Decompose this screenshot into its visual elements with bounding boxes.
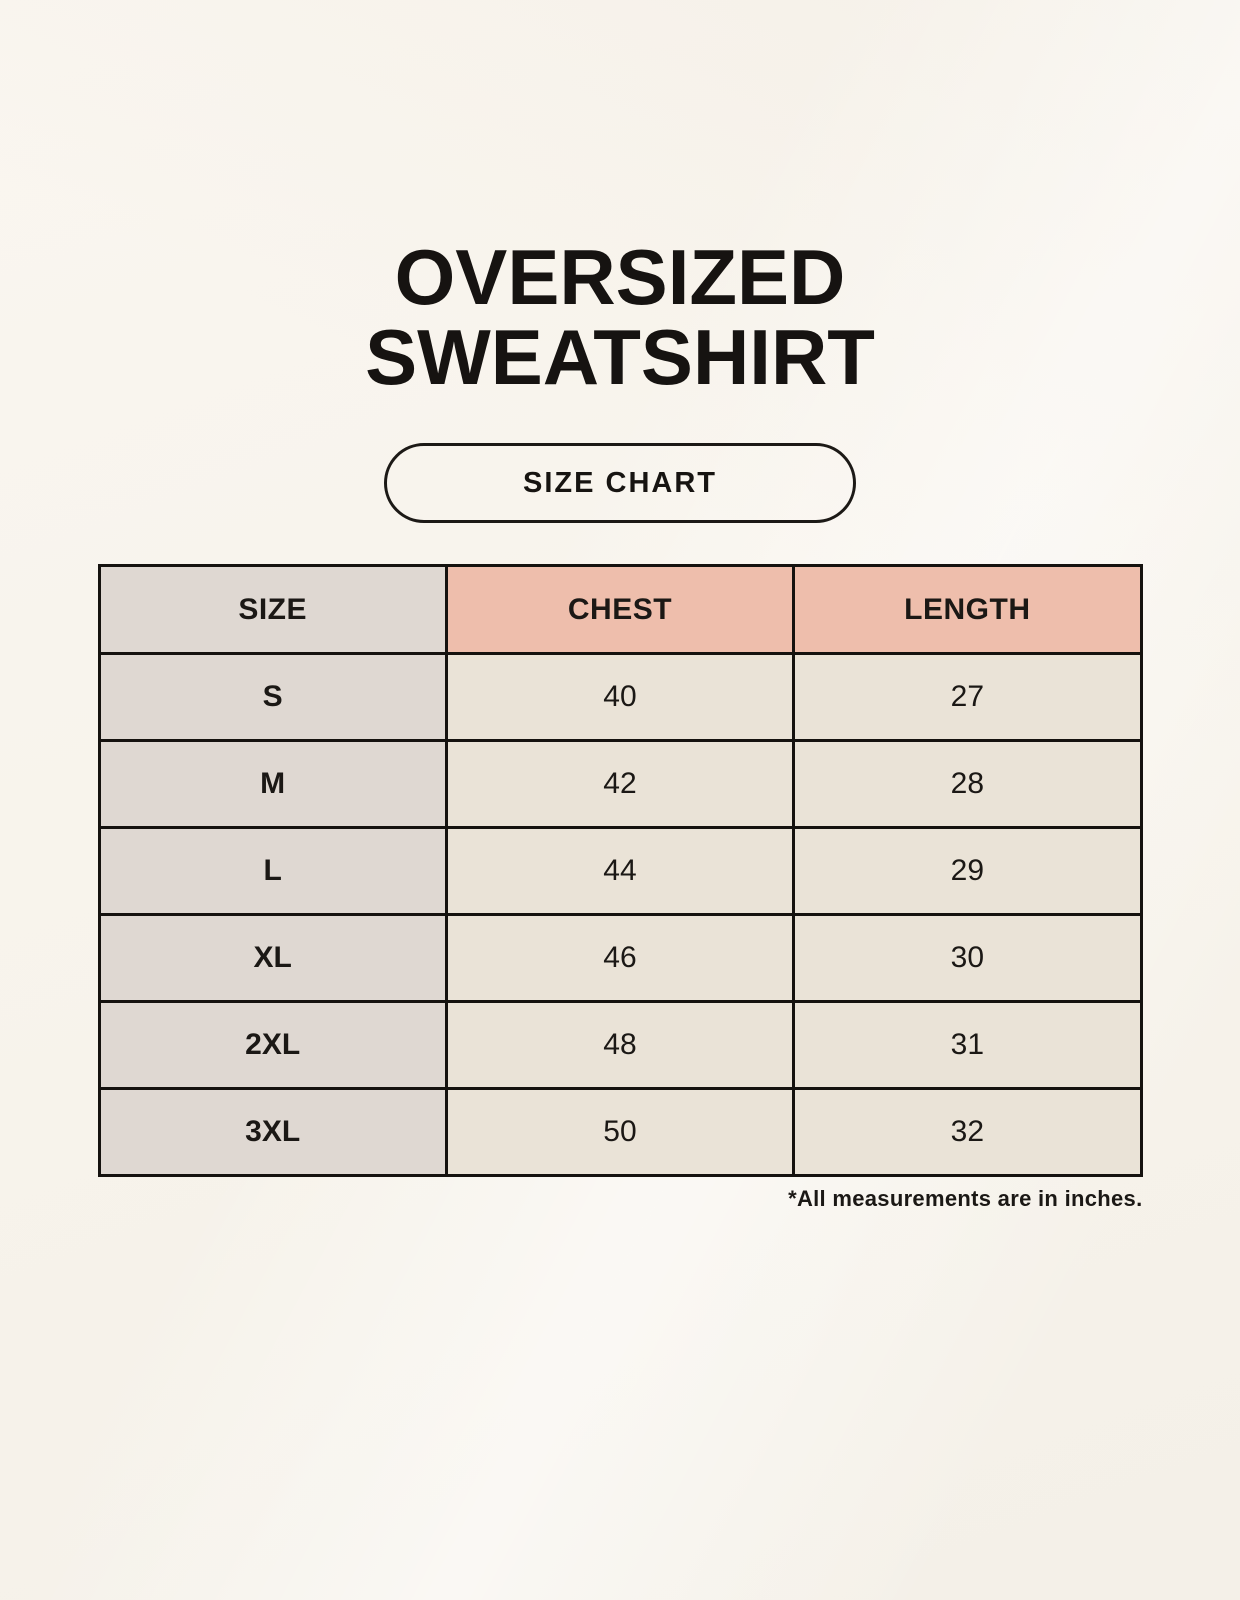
length-value: 27	[794, 654, 1141, 741]
measurements-footnote: *All measurements are in inches.	[788, 1186, 1143, 1211]
chest-value: 48	[446, 1002, 793, 1089]
size-table-container	[98, 564, 1143, 1177]
size-table	[98, 564, 1143, 1177]
table-row-3xl	[99, 1089, 1141, 1176]
column-header-chest: CHEST	[446, 566, 793, 654]
product-title	[0, 233, 1240, 401]
column-header-size: SIZE	[99, 566, 446, 654]
chest-value: 50	[446, 1089, 793, 1176]
size-label: M	[99, 741, 446, 828]
size-chart-button[interactable]	[384, 443, 856, 523]
size-chart-button-label: SIZE CHART	[523, 466, 717, 499]
length-value: 29	[794, 828, 1141, 915]
size-table-header-row	[99, 566, 1141, 654]
chest-value: 42	[446, 741, 793, 828]
chest-value: 40	[446, 654, 793, 741]
length-value: 30	[794, 915, 1141, 1002]
product-title-line-2: SWEATSHIRT	[365, 313, 875, 401]
table-row-l	[99, 828, 1141, 915]
table-row-xl	[99, 915, 1141, 1002]
chest-value: 46	[446, 915, 793, 1002]
chest-value: 44	[446, 828, 793, 915]
size-label: 3XL	[99, 1089, 446, 1176]
table-row-s	[99, 654, 1141, 741]
length-value: 31	[794, 1002, 1141, 1089]
length-value: 32	[794, 1089, 1141, 1176]
product-title-line-1: OVERSIZED	[394, 233, 846, 321]
column-header-length: LENGTH	[794, 566, 1141, 654]
size-label: L	[99, 828, 446, 915]
length-value: 28	[794, 741, 1141, 828]
table-row-2xl	[99, 1002, 1141, 1089]
size-label: XL	[99, 915, 446, 1002]
size-label: S	[99, 654, 446, 741]
table-row-m	[99, 741, 1141, 828]
size-label: 2XL	[99, 1002, 446, 1089]
